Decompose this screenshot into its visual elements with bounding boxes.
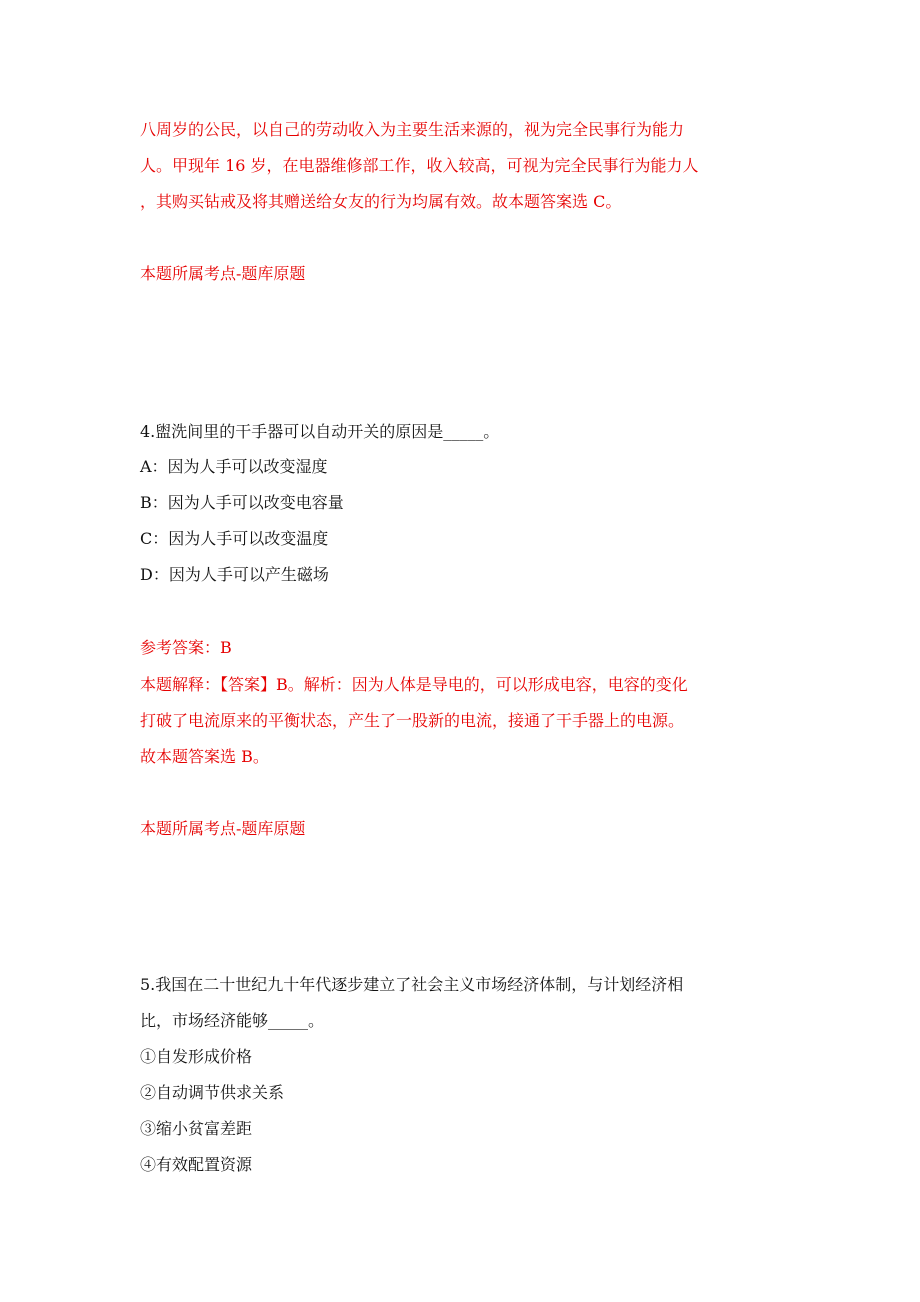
question-5-item: ①自发形成价格 bbox=[140, 1047, 253, 1066]
prev-explanation-line: 人。甲现年 16 岁，在电器维修部工作，收入较高，可视为完全民事行为能力人 bbox=[140, 156, 699, 175]
question-4-knowledge-point: 本题所属考点-题库原题 bbox=[140, 819, 306, 838]
question-4-explanation-line: 打破了电流原来的平衡状态，产生了一股新的电流，接通了干手器上的电源。 bbox=[140, 711, 685, 730]
question-4-option-b: B：因为人手可以改变电容量 bbox=[140, 493, 344, 512]
question-5-item: ②自动调节供求关系 bbox=[140, 1083, 285, 1102]
prev-explanation-line: 八周岁的公民，以自己的劳动收入为主要生活来源的，视为完全民事行为能力 bbox=[140, 120, 685, 139]
prev-knowledge-point: 本题所属考点-题库原题 bbox=[140, 264, 306, 283]
question-4-option-a: A：因为人手可以改变湿度 bbox=[140, 457, 328, 476]
question-4-option-c: C：因为人手可以改变温度 bbox=[140, 529, 329, 548]
question-5-stem-line: 5.我国在二十世纪九十年代逐步建立了社会主义市场经济体制，与计划经济相 bbox=[140, 975, 684, 994]
question-4-explanation-line: 故本题答案选 B。 bbox=[140, 747, 269, 766]
question-5-item: ④有效配置资源 bbox=[140, 1155, 253, 1174]
question-4-explanation-line: 本题解释：【答案】B。解析：因为人体是导电的，可以形成电容，电容的变化 bbox=[140, 675, 688, 694]
question-4-stem: 4.盥洗间里的干手器可以自动开关的原因是_____。 bbox=[140, 422, 500, 441]
question-5-stem-line: 比，市场经济能够_____。 bbox=[140, 1011, 325, 1030]
question-4-answer: 参考答案：B bbox=[140, 638, 232, 657]
prev-explanation-line: ，其购买钻戒及将其赠送给女友的行为均属有效。故本题答案选 C。 bbox=[140, 192, 622, 211]
question-4-option-d: D：因为人手可以产生磁场 bbox=[140, 565, 329, 584]
question-5-item: ③缩小贫富差距 bbox=[140, 1119, 253, 1138]
